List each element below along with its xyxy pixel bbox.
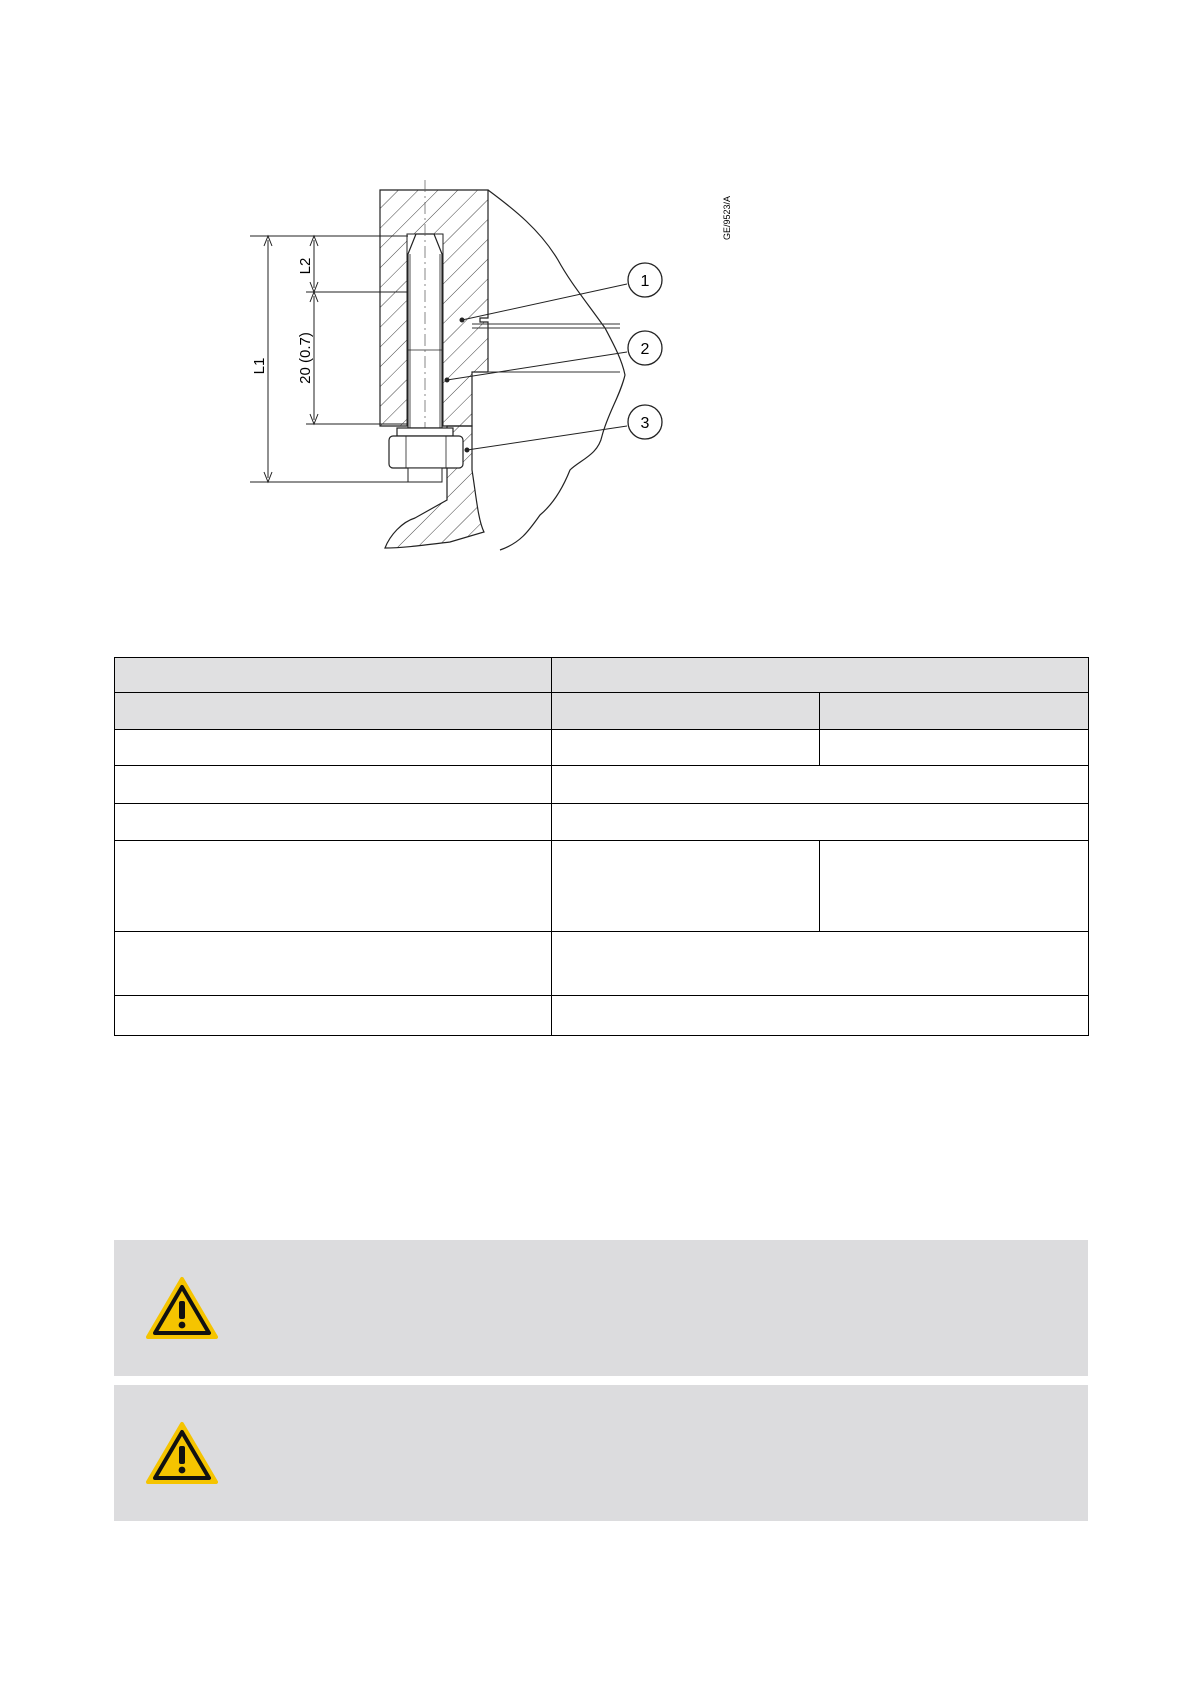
table-cell — [552, 766, 1089, 804]
table-header-row — [115, 658, 1089, 693]
table-row — [115, 996, 1089, 1036]
callout-1 — [628, 263, 662, 297]
warning-triangle-icon — [146, 1421, 218, 1485]
table-cell — [115, 804, 552, 841]
callout-2-number: 2 — [640, 341, 650, 358]
warning-panel-1 — [114, 1240, 1088, 1376]
table-cell — [820, 730, 1089, 766]
table-row — [115, 932, 1089, 996]
warning-panel-2 — [114, 1385, 1088, 1521]
table-row — [115, 766, 1089, 804]
specification-table — [114, 657, 1089, 1036]
callout-1-number: 1 — [640, 273, 650, 290]
table-cell — [115, 932, 552, 996]
warning-triangle-icon — [146, 1276, 218, 1340]
callout-2 — [628, 331, 662, 365]
table-row — [115, 730, 1089, 766]
callout-3-number: 3 — [640, 415, 650, 432]
table-cell — [552, 932, 1089, 996]
dimension-l1-label: L1 — [251, 357, 268, 375]
table-cell — [115, 996, 552, 1036]
table-header-row — [115, 693, 1089, 730]
table-cell — [552, 693, 820, 730]
table-cell — [115, 766, 552, 804]
table-row — [115, 841, 1089, 932]
technical-drawing — [240, 170, 760, 590]
dimension-depth-label: 20 (0.7) — [297, 332, 314, 384]
table-row — [115, 804, 1089, 841]
table-cell — [820, 841, 1089, 932]
table-cell — [115, 658, 552, 693]
table-cell — [552, 804, 1089, 841]
table-cell — [115, 730, 552, 766]
table-cell — [552, 730, 820, 766]
drawing-reference-code: GE/9523/A — [722, 196, 732, 241]
table-cell — [115, 693, 552, 730]
table-cell — [115, 841, 552, 932]
callout-3 — [628, 405, 662, 439]
table-cell — [552, 658, 1089, 693]
table-cell — [552, 841, 820, 932]
table-cell — [552, 996, 1089, 1036]
table-cell — [820, 693, 1089, 730]
dimension-l2-label: L2 — [297, 257, 314, 275]
